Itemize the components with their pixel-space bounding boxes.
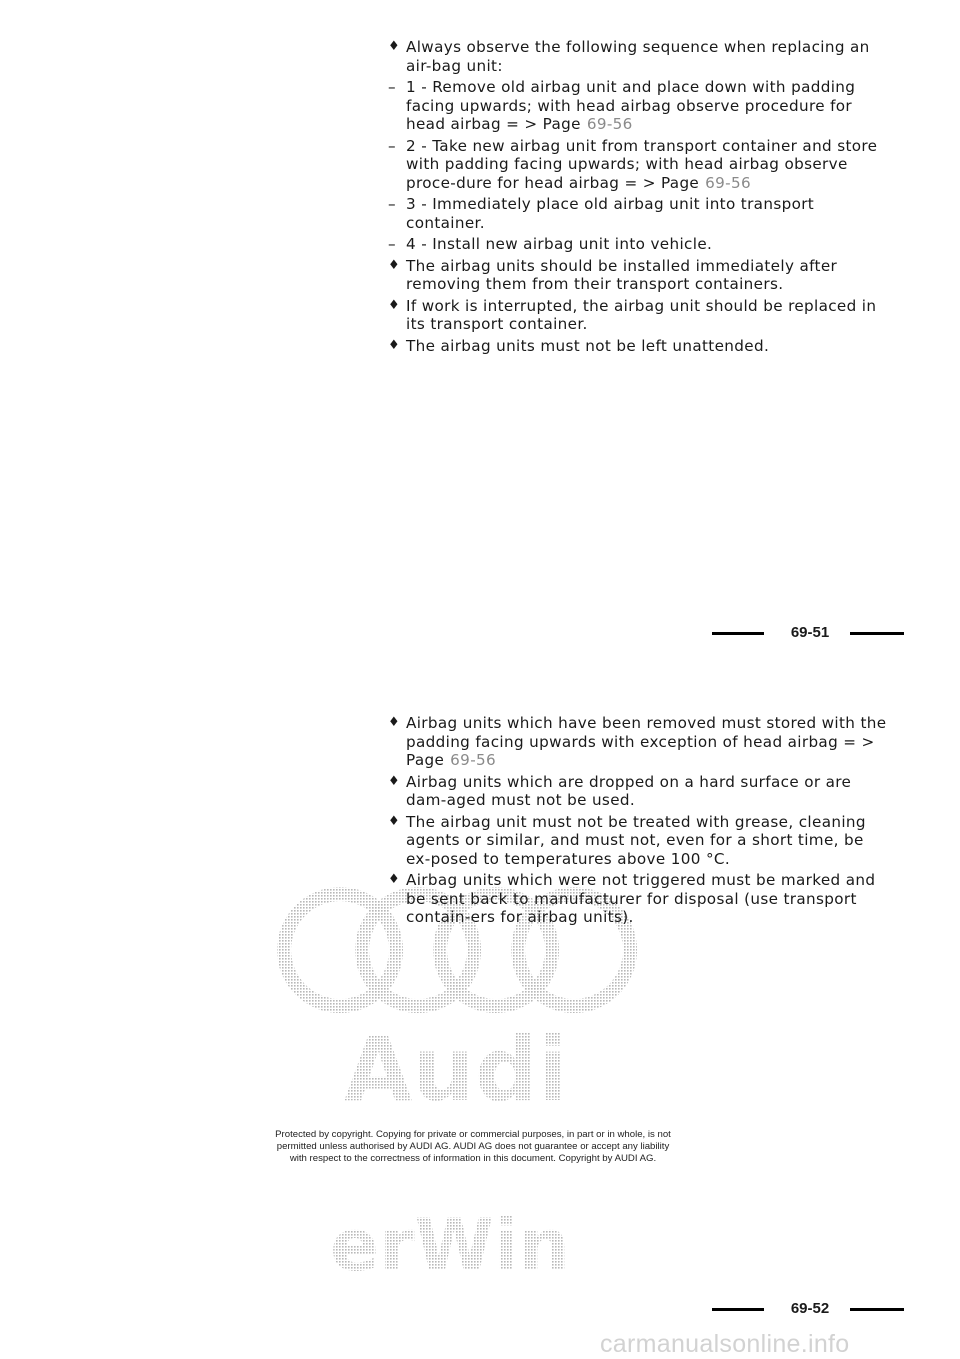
page-number: 69-51 bbox=[790, 624, 830, 641]
list-item: – 2 - Take new airbag unit from transport container and store with padding facing upwards; with head airbag observe proce-dure for head airbag = > Page 69-56 bbox=[388, 136, 878, 192]
diamond-bullet-icon: ♦ bbox=[388, 773, 401, 789]
diamond-bullet-icon: ♦ bbox=[388, 872, 401, 887]
page-number: 69-52 bbox=[790, 1300, 830, 1317]
erwin-logo-text: erWin bbox=[330, 1203, 570, 1287]
list-item: – 1 - Remove old airbag unit and place down with padding facing upwards; with head airbag observe procedure for head airbag = > Page 69-56 bbox=[388, 78, 856, 133]
page-number-69-52 bbox=[712, 1300, 904, 1320]
copyright-line: permitted unless authorised by AUDI AG. AUDI AG does not guarantee or accept any liability bbox=[276, 1141, 670, 1152]
diamond-bullet-icon: ♦ bbox=[388, 813, 401, 829]
page-reference-link[interactable]: 69-56 bbox=[586, 115, 633, 133]
page-reference-link[interactable]: 69-56 bbox=[450, 751, 497, 769]
diamond-bullet-icon: ♦ bbox=[388, 257, 401, 273]
audi-logo-text: Audi bbox=[344, 1018, 568, 1121]
diamond-bullet-icon: ♦ bbox=[388, 715, 401, 730]
list-item: – 3 - Immediately place old airbag unit into transport container. bbox=[388, 195, 815, 232]
list-item: ♦ The airbag units must not be left unattended. bbox=[388, 336, 770, 355]
rule-right bbox=[850, 1308, 904, 1311]
list-item: ♦ Airbag units which were not triggered must be marked and be sent back to manufacturer for disposal (use transport contain-ers for airbag units). bbox=[388, 871, 876, 926]
page-69-52-content bbox=[388, 714, 888, 930]
list-item: ♦ Always observe the following sequence when replacing an air-bag unit: bbox=[388, 38, 870, 75]
copyright-line: Protected by copyright. Copying for private or commercial purposes, in part or in whole, is not bbox=[275, 1129, 671, 1140]
site-watermark-text: carmanualsonline.info bbox=[600, 1330, 850, 1358]
dash-bullet: – bbox=[388, 235, 396, 253]
list-item: ♦ The airbag unit must not be treated with grease, cleaning agents or similar, and must not, even for a short time, be ex-posed to temperatures above 100 °C. bbox=[388, 812, 866, 868]
page-reference-link[interactable]: 69-56 bbox=[705, 173, 752, 192]
diamond-bullet-icon: ♦ bbox=[388, 297, 401, 313]
audi-erwin-watermark bbox=[270, 880, 690, 1300]
list-item: ♦ Airbag units which are dropped on a hard surface or are dam-aged must not be used. bbox=[388, 772, 852, 809]
diamond-bullet-icon: ♦ bbox=[388, 39, 401, 54]
dash-bullet: – bbox=[388, 195, 396, 213]
list-item: ♦ Airbag units which have been removed must stored with the padding facing upwards with exception of head airbag = > Page 69-56 bbox=[388, 714, 887, 769]
dash-bullet: – bbox=[388, 136, 396, 155]
list-item: ♦ If work is interrupted, the airbag unit should be replaced in its transport container. bbox=[388, 296, 877, 333]
copyright-line: with respect to the correctness of information in this document. Copyright by AUDI AG. bbox=[289, 1153, 657, 1164]
rule-left bbox=[712, 632, 764, 635]
diamond-bullet-icon: ♦ bbox=[388, 337, 401, 353]
list-item: – 4 - Install new airbag unit into vehicle. bbox=[388, 235, 713, 253]
dash-bullet: – bbox=[388, 78, 396, 96]
copyright-notice bbox=[230, 1129, 716, 1165]
rule-right bbox=[850, 632, 904, 635]
page-number-69-51 bbox=[712, 624, 904, 644]
rule-left bbox=[712, 1308, 764, 1311]
page-69-51-content bbox=[388, 38, 888, 358]
list-item: ♦ The airbag units should be installed immediately after removing them from their transport containers. bbox=[388, 256, 838, 293]
